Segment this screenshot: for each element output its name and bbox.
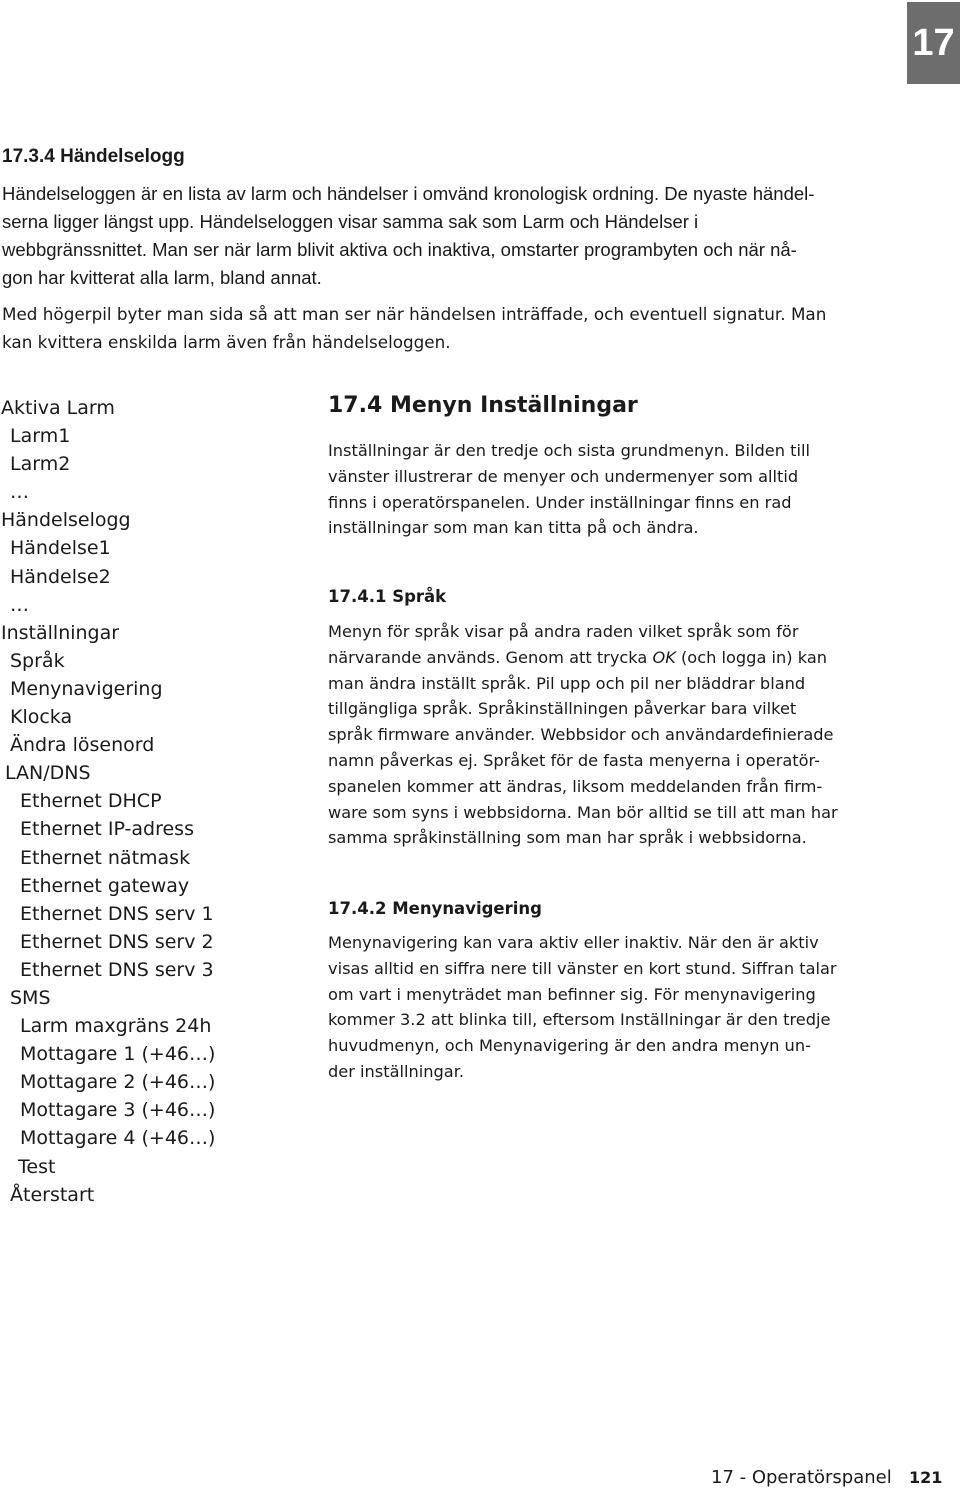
menu-item: Händelselogg [1, 509, 131, 532]
handelselogg-paragraph-2 [2, 300, 902, 356]
text-line: der inställningar. [328, 1061, 465, 1081]
menu-item: Ethernet DHCP [20, 790, 162, 813]
menu-item: Menynavigering [10, 677, 163, 700]
text-line: Inställningar är den tredje och sista grundmenyn. Bilden till [328, 441, 810, 460]
menu-item: Händelse1 [10, 537, 111, 560]
menu-item: Ethernet IP-adress [20, 818, 194, 841]
section-heading-installningar: 17.4 Menyn Inställningar [328, 393, 638, 418]
menu-item: Aktiva Larm [1, 397, 115, 419]
menu-item: Test [18, 1155, 56, 1178]
text-line: kan kvittera enskilda larm även från händelseloggen. [2, 332, 451, 352]
menu-item: … [10, 481, 29, 504]
menu-item: Larm maxgräns 24h [20, 1015, 212, 1038]
menu-item: Händelse2 [10, 565, 111, 588]
menu-item: Mottagare 2 (+46…) [20, 1071, 216, 1094]
footer-chapter-label: 17 - Operatörspanel [711, 1467, 892, 1488]
menynavigering-paragraph [328, 930, 837, 1085]
text-line: gon har kvitterat alla larm, bland annat. [2, 267, 322, 288]
menu-item: Mottagare 4 (+46…) [20, 1127, 216, 1150]
text-line: man ändra inställt språk. Pil upp och pil ner bläddrar bland [328, 673, 806, 693]
menu-item: Ethernet DNS serv 1 [20, 902, 214, 925]
menu-item: Återstart [10, 1183, 95, 1206]
text-line: inställningar som man kan titta på och ändra. [328, 518, 699, 538]
text-line: Med högerpil byter man sida så att man ser när händelsen inträffade, och eventuell signatur. Man [2, 304, 827, 324]
subsection-heading-sprak: 17.4.1 Språk [328, 587, 447, 606]
menu-item: Ändra lösenord [10, 734, 155, 757]
subsection-heading-menynavigering: 17.4.2 Menynavigering [328, 899, 542, 918]
text-line: språk firmware använder. Webbsidor och användardefinierade [328, 725, 834, 745]
menu-item: Klocka [10, 706, 73, 729]
text-line: Händelseloggen är en lista av larm och händelser i omvänd kronologisk ordning. De nyaste händel- [2, 183, 815, 204]
installningar-intro-paragraph [328, 438, 810, 541]
menu-item: Ethernet DNS serv 2 [20, 930, 214, 953]
menu-item: Inställningar [1, 621, 120, 644]
text-line: namn påverkas ej. Språket för de fasta menyerna i operatör- [328, 750, 820, 770]
menu-item: Mottagare 1 (+46…) [20, 1043, 216, 1066]
menu-item: Larm1 [10, 425, 71, 448]
text-line: ware som syns i webbsidorna. Man bör alltid se till att man har [328, 802, 838, 822]
menu-item: Larm2 [10, 453, 71, 476]
text-line: webbgränssnittet. Man ser när larm blivit aktiva och inaktiva, omstarter programbyten och när nå- [2, 239, 797, 260]
menu-item: LAN/DNS [5, 762, 91, 785]
menu-item: Ethernet nätmask [20, 846, 191, 869]
ok-emphasis: OK [652, 647, 676, 667]
text-line: samma språkinställning som man har språk i webbsidorna. [328, 828, 807, 848]
text-line: huvudmenyn, och Menynavigering är den andra menyn un- [328, 1036, 811, 1056]
menu-item: Språk [10, 649, 65, 672]
text-line: kommer 3.2 att blinka till, eftersom Inställningar är den tredje [328, 1010, 831, 1030]
menu-item: Ethernet gateway [20, 874, 190, 897]
menu-item: Ethernet DNS serv 3 [20, 958, 214, 981]
chapter-tab: 17 [907, 2, 960, 84]
handelselogg-paragraph-1 [2, 180, 882, 292]
page-number: 121 [909, 1468, 943, 1487]
section-heading-handelselogg: 17.3.4 Händelselogg [2, 146, 185, 167]
text-line: närvarande används. Genom att trycka OK (och logga in) kan [328, 647, 828, 667]
menu-item: Mottagare 3 (+46…) [20, 1099, 216, 1122]
text-line: spanelen kommer att ändras, liksom meddelanden från firm- [328, 776, 823, 796]
text-line: om vart i menyträdet man befinner sig. För menynavigering [328, 984, 816, 1004]
menu-item: SMS [10, 986, 51, 1009]
sprak-paragraph [328, 619, 838, 851]
text-line: Menynavigering kan vara aktiv eller inaktiv. När den är aktiv [328, 933, 819, 952]
text-line: serna ligger längst upp. Händelseloggen visar samma sak som Larm och Händelser i [2, 211, 699, 232]
text-line: visas alltid en siffra nere till vänster en kort stund. Siffran talar [328, 958, 837, 978]
text-line: finns i operatörspanelen. Under inställningar finns en rad [328, 492, 792, 512]
menu-tree [0, 394, 300, 1209]
text-line: vänster illustrerar de menyer och undermenyer som alltid [328, 466, 799, 486]
menu-item: … [10, 593, 29, 616]
text-line: Menyn för språk visar på andra raden vilket språk som för [328, 622, 799, 641]
text-line: tillgängliga språk. Språkinställningen påverkar bara vilket [328, 699, 797, 719]
